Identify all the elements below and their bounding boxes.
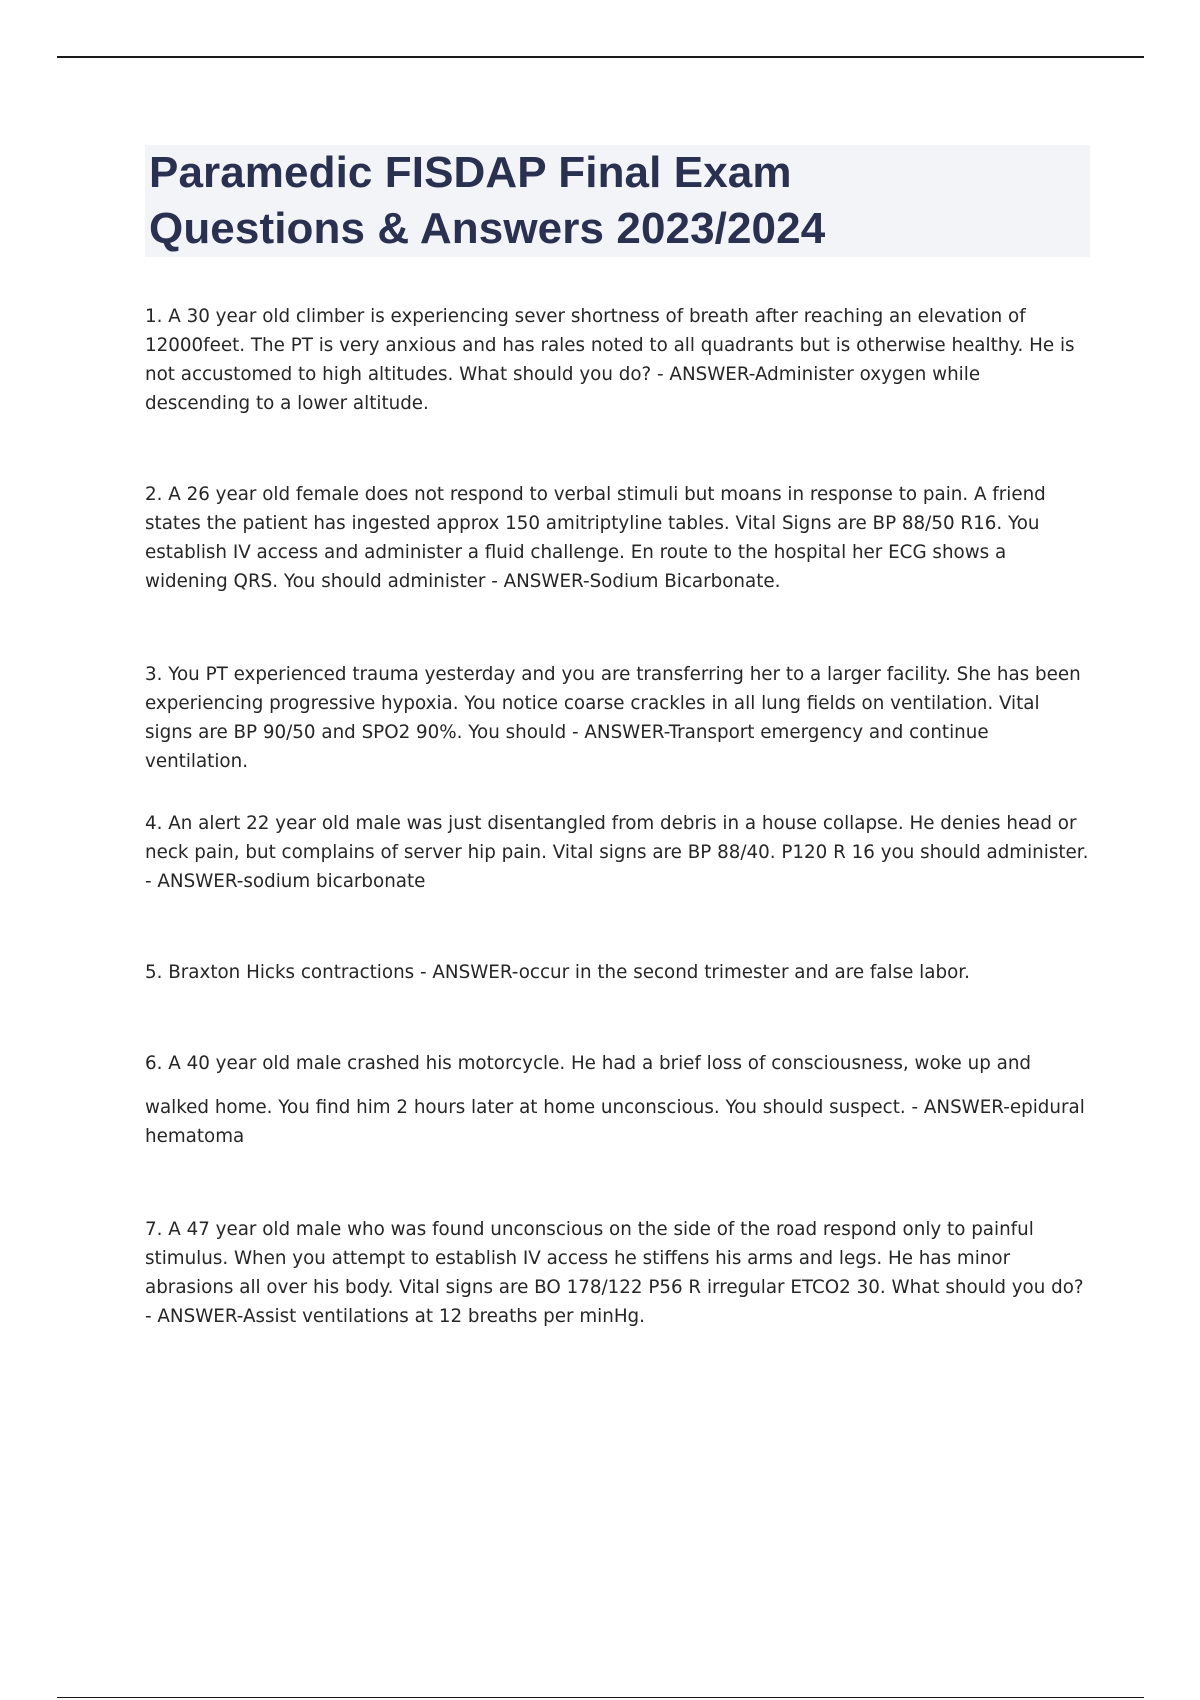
question-6 (145, 1049, 1090, 1151)
title-line-1: Paramedic FISDAP Final Exam (149, 148, 792, 197)
bottom-rule (57, 1697, 1144, 1698)
top-rule (57, 56, 1144, 58)
question-4: 4. An alert 22 year old male was just disentangled from debris in a house collapse. He denies head or neck pain, but complains of server hip pain. Vital signs are BP 88/40. P120 R 16 you should administer. - ANSWER-sodium bicarbonate (145, 813, 1089, 892)
question-2: 2. A 26 year old female does not respond to verbal stimuli but moans in response to pain. A friend states the patient has ingested approx 150 amitriptyline tables. Vital Signs are BP 88/50 R16. You establish IV access and administer a fluid challenge. En route to the hospital her ECG shows a widening QRS. You should administer - ANSWER-Sodium Bicarbonate. (145, 484, 1046, 592)
question-6-part-2: walked home. You find him 2 hours later at home unconscious. You should suspect. - ANSWER-epidural hematoma (145, 1097, 1085, 1147)
question-3: 3. You PT experienced trauma yesterday and you are transferring her to a larger facility. She has been experiencing progressive hypoxia. You notice coarse crackles in all lung fields on ventilation. Vital signs are BP 90/50 and SPO2 90%. You should - ANSWER-Transport emergency and continue ventilation. (145, 664, 1081, 772)
question-7: 7. A 47 year old male who was found unconscious on the side of the road respond only to painful stimulus. When you attempt to establish IV access he stiffens his arms and legs. He has minor abrasions all over his body. Vital signs are BO 178/122 P56 R irregular ETCO2 30. What should you do? - ANSWER-Assist ventilations at 12 breaths per minHg. (145, 1219, 1084, 1327)
question-6-part-1: 6. A 40 year old male crashed his motorcycle. He had a brief loss of consciousness, woke up and (145, 1053, 1032, 1074)
title-line-2: Questions & Answers 2023/2024 (149, 204, 826, 253)
question-1: 1. A 30 year old climber is experiencing sever shortness of breath after reaching an elevation of 12000feet. The PT is very anxious and has rales noted to all quadrants but is otherwise healthy. He is not accustomed to high altitudes. What should you do? - ANSWER-Administer oxygen while descending to a lower altitude. (145, 306, 1075, 414)
title-banner (145, 145, 1090, 257)
question-5: 5. Braxton Hicks contractions - ANSWER-occur in the second trimester and are false labor. (145, 962, 970, 983)
document-title (149, 145, 1086, 257)
